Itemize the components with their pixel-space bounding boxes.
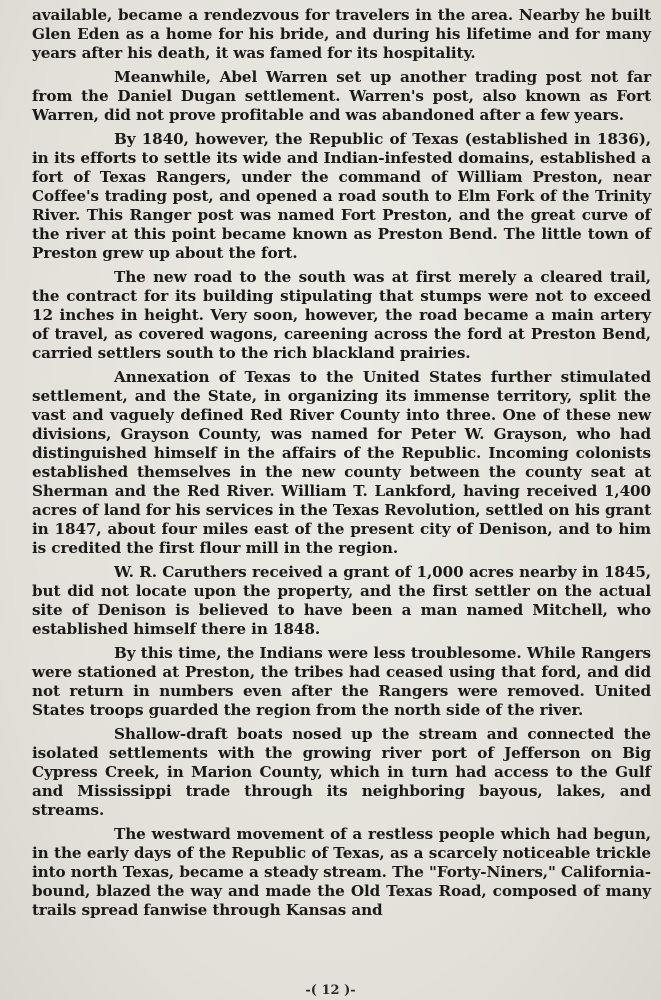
paragraph-new-road: The new road to the south was at first merely a cleared trail, the contract for its building stipulating that stumps were not to exceed 12 inches in height. Very soon, however, the road became a main artery of travel, as covered wagons, careening across the ford at Preston Bend, carried settlers south to the rich blackland prairies. (32, 268, 651, 362)
paragraph-boats: Shallow-draft boats nosed up the stream and connected the isolated settlements with the growing river port of Jefferson on Big Cypress Creek, in Marion County, which in turn had access to the Gulf and Mississippi trade through its neighboring bayous, lakes, and streams. (32, 725, 651, 819)
paragraph-westward: The westward movement of a restless people which had begun, in the early days of the Republic of Texas, as a scarcely noticeable trickle into north Texas, became a steady stream. The "Forty-Niners," California-bound, blazed the way and made the Old Texas Road, composed of many trails spread fanwise through Kansas and (32, 825, 651, 919)
paragraph-glen-eden: available, became a rendezvous for travelers in the area. Nearby he built Glen Eden as a home for his bride, and during his lifetime and for many years after his death, it was famed for its hospitality. (32, 6, 651, 62)
paragraph-caruthers: W. R. Caruthers received a grant of 1,000 acres nearby in 1845, but did not locate upon the property, and the first settler on the actual site of Denison is believed to have been a man named Mitchell, who established himself there in 1848. (32, 563, 651, 638)
paragraph-annexation: Annexation of Texas to the United States further stimulated settlement, and the State, in organizing its immense territory, split the vast and vaguely defined Red River County into three. One of these new divisions, Grayson County, was named for Peter W. Grayson, who had distinguished himself in the affairs of the Republic. Incoming colonists established themselves in the new county between the county seat at Sherman and the Red River. William T. Lankford, having received 1,400 acres of land for his services in the Texas Revolution, settled on his grant in 1847, about four miles east of the present city of Denison, and to him is credited the first flour mill in the region. (32, 368, 651, 557)
page-number: -( 12 )- (305, 983, 356, 998)
paragraph-fort-preston: By 1840, however, the Republic of Texas (established in 1836), in its efforts to settle its wide and Indian-infested domains, established a fort of Texas Rangers, under the command of William Preston, near Coffee's trading post, and opened a road south to Elm Fork of the Trinity River. This Ranger post was named Fort Preston, and the great curve of the river at this point became known as Preston Bend. The little town of Preston grew up about the fort. (32, 130, 651, 262)
paragraph-indians: By this time, the Indians were less troublesome. While Rangers were stationed at Preston, the tribes had ceased using that ford, and did not return in numbers even after the Rangers were removed. United States troops guarded the region from the north side of the river. (32, 644, 651, 719)
paragraph-abel-warren: Meanwhile, Abel Warren set up another trading post not far from the Daniel Dugan settlement. Warren's post, also known as Fort Warren, did not prove profitable and was abandoned after a few years. (32, 68, 651, 124)
